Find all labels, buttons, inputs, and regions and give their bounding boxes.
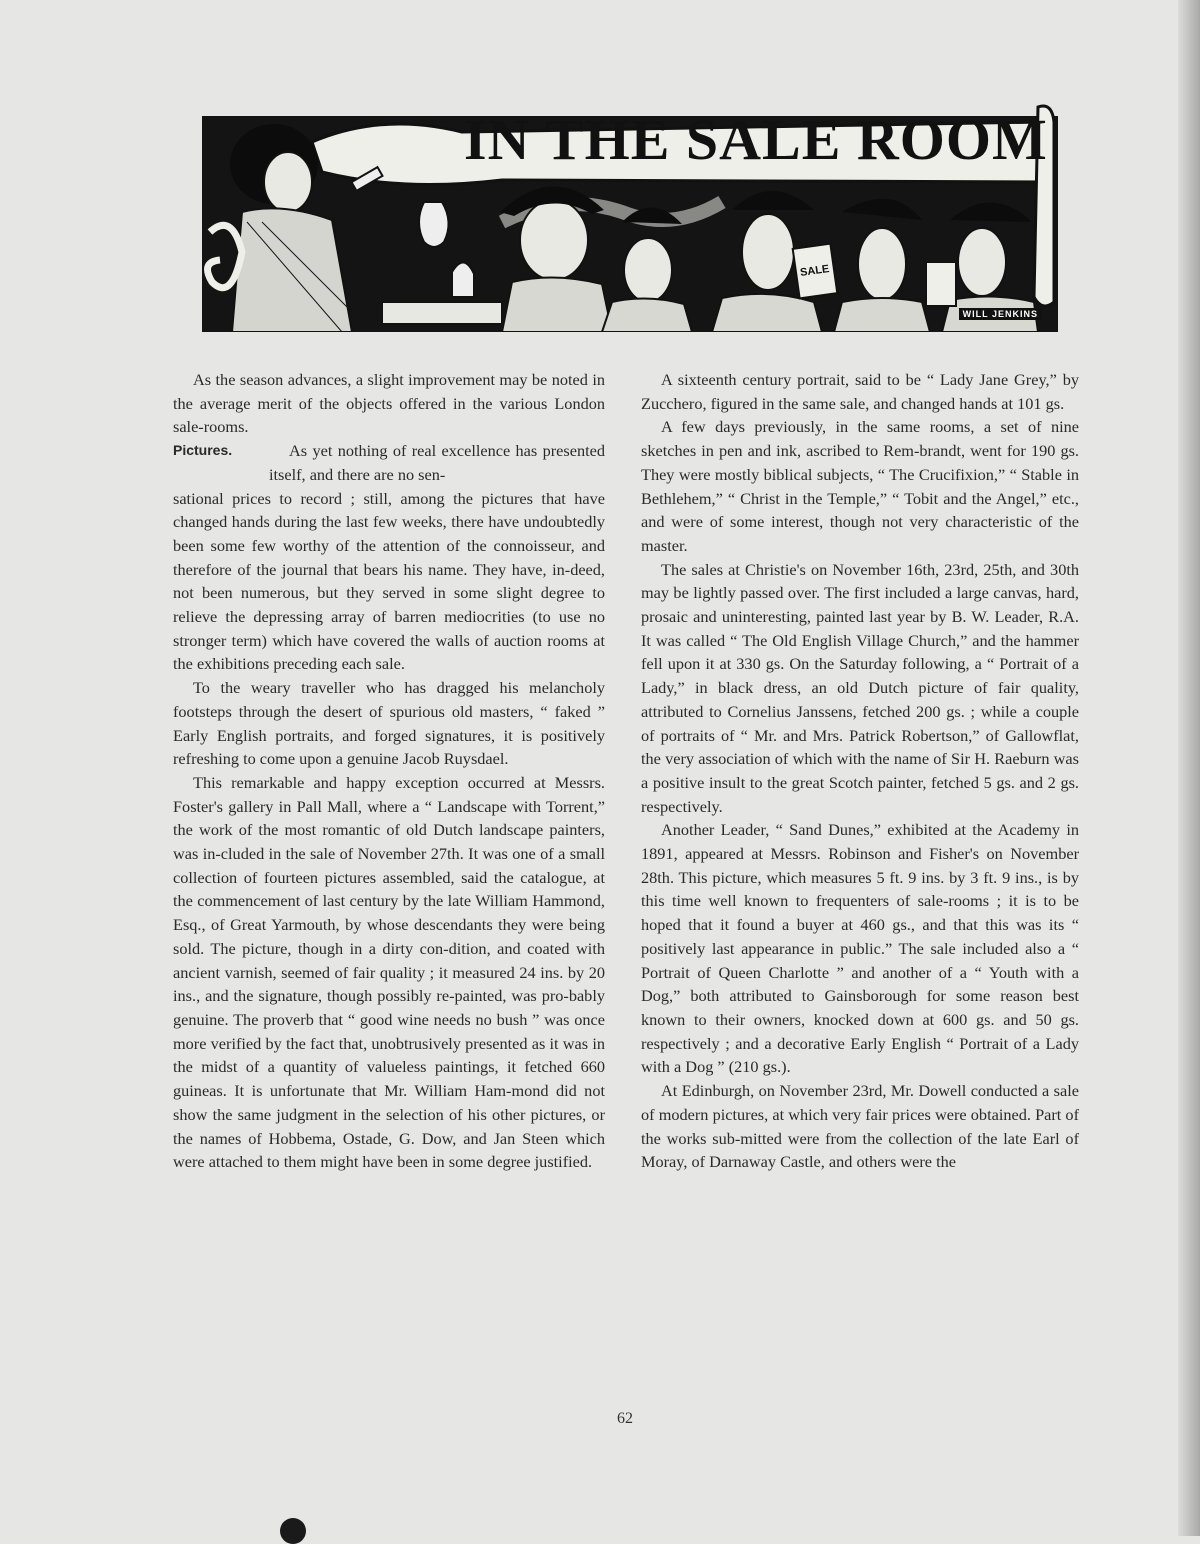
intro-text: As the season advances, a slight improvement may be noted in the average merit of the objects offered in the various London sale-rooms.: [173, 370, 605, 437]
paragraph-lady-jane-grey: A sixteenth century portrait, said to be “ Lady Jane Grey,” by Zucchero, figured in the same sale, and changed hands at 101 gs.: [641, 370, 1079, 413]
paragraph-edinburgh-sale: At Edinburgh, on November 23rd, Mr. Dowell conducted a sale of modern pictures, at which very fair prices were obtained. Part of the works sub-mitted were from the collection of the late Earl of Moray, of Darnaway Castle, and others were the: [641, 1081, 1079, 1172]
right-column: [641, 368, 1079, 1174]
paragraph-rembrandt-sketches: A few days previously, in the same rooms, a set of nine sketches in pen and ink, ascribed to Rem-brandt, went for 190 gs. They were mostly biblical subjects, “ The Crucifixion,” “ Stable in Bethlehem,” “ Christ in the Temple,” “ Tobit and the Angel,” etc., and were of some interest, though not very characteristic of the master.: [641, 417, 1079, 555]
paragraph-weary-traveller: To the weary traveller who has dragged his melancholy footsteps through the desert of spurious old masters, “ faked ” Early English portraits, and forged signatures, it is positively refreshing to come upon a genuine Jacob Ruysdael.: [173, 678, 605, 769]
left-column: [173, 368, 605, 1174]
ink-smudge: [280, 1518, 306, 1544]
sidenote-pictures: Pictures.: [173, 442, 233, 459]
paragraph-sand-dunes: Another Leader, “ Sand Dunes,” exhibited at the Academy in 1891, appeared at Messrs. Robinson and Fisher's on November 28th. This picture, which measures 5 ft. 9 ins. by 3 ft. 9 ins., is by this time well known to frequenters of sale-rooms ; it is to be hoped that it found a buyer at 460 gs., and that this was its “ positively last appearance in public.” The sale included also a “ Portrait of Queen Charlotte ” and another of a “ Youth with a Dog,” both attributed to Gainsborough for some reason best known to their owners, knocked down at 600 gs. and 50 gs. respectively ; and a decorative Early English “ Portrait of a Lady with a Dog ” (210 gs.).: [641, 820, 1079, 1077]
illustrator-signature: WILL JENKINS: [959, 308, 1042, 320]
header-illustration-banner: [202, 102, 1058, 332]
banner-title: IN THE SALE ROOM: [464, 107, 1048, 172]
paragraph-christies-sales: The sales at Christie's on November 16th, 23rd, 25th, and 30th may be lightly passed over. The first included a large canvas, hard, prosaic and uninteresting, painted last year by B. W. Leader, R.A. It was called “ The Old English Village Church,” and the hammer fell upon it at 330 gs. On the Saturday following, a “ Portrait of a Lady,” in black dress, an old Dutch picture of fair quality, attributed to Cornelius Janssens, fetched 200 gs. ; while a couple of portraits of “ Mr. and Mrs. Patrick Robertson,” of Gallowflat, the very association of which with the name of Sir H. Raeburn was a positive insult to the great Scotch painter, fetched 5 gs. and 2 gs. respectively.: [641, 559, 1079, 816]
paragraph-remarkable-exception: This remarkable and happy exception occurred at Messrs. Foster's gallery in Pall Mall, where a “ Landscape with Torrent,” the work of the most romantic of old Dutch landscape painters, was in-cluded in the sale of November 27th. It was one of a small collection of fourteen pictures assembled, said the catalogue, at the commencement of last century by the late William Hammond, Esq., of Great Yarmouth, by whose descendants they were being sold. The picture, though in a dirty con-dition, and coated with ancient varnish, seemed of fair quality ; it measured 24 ins. by 20 ins., and the signature, though possibly re-painted, was pro-bably genuine. The proverb that “ good wine needs no bush ” was once more verified by the fact that, unobtrusively presented as it was in the midst of a quantity of valueless paintings, it fetched 660 guineas. It is unfortunate that Mr. William Ham-mond did not show the same judgment in the selection of his other pictures, or the names of Hobbema, Ostade, G. Dow, and Jan Steen which were attached to them might have been in some degree justified.: [173, 772, 605, 1172]
paragraph-intro: [173, 368, 605, 439]
sidenote-row: [173, 439, 605, 486]
svg-text:SALE: SALE: [799, 263, 831, 280]
paragraph-indented: As yet nothing of real excellence has presented itself, and there are no sen-: [269, 441, 605, 484]
pictures-section: [173, 368, 605, 676]
paragraph-continued: sational prices to record ; still, among the pictures that have changed hands during the last few weeks, there have undoubtedly been some few worthy of the attention of the connoisseur, and therefore of the journal that bears his name. They have, in-deed, not been numerous, but they served in some slight degree to relieve the depressing array of barren mediocrities (to use no stronger term) which have covered the walls of auction rooms at the exhibitions preceding each sale.: [173, 488, 605, 674]
page-edge-shadow: [1178, 0, 1200, 1536]
page-number: 62: [617, 1410, 633, 1427]
